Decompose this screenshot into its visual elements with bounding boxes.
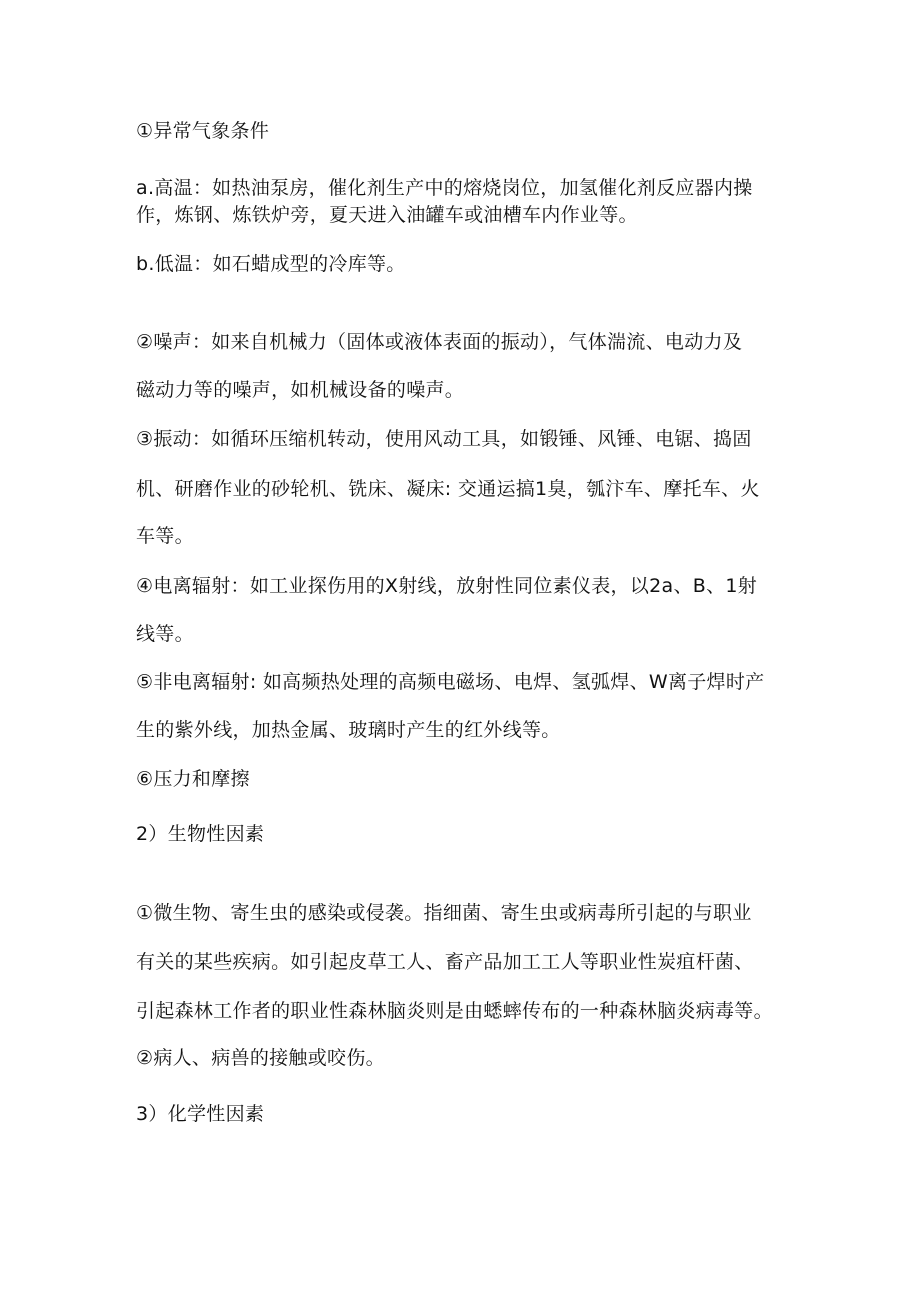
paragraph-microbe-line-3: 引起森林工作者的职业性森林脑炎则是由蟋蟀传布的一种森林脑炎病毒等。 [136, 1000, 773, 1022]
heading-biological-factors: 2）生物性因素 [136, 823, 265, 845]
heading-chemical-factors: 3）化学性因素 [136, 1103, 265, 1125]
paragraph-low-temp: b.低温：如石蜡成型的冷库等。 [136, 253, 406, 275]
paragraph-vibration-line-1: ③振动：如循环压缩机转动，使用风动工具，如锻锤、风锤、电锯、捣固 [136, 428, 752, 450]
paragraph-high-temp-line-2: 作，炼钢、炼铁炉旁，夏天进入油罐车或油槽车内作业等。 [136, 204, 638, 226]
paragraph-microbe-line-1: ①微生物、寄生虫的感染或侵袭。指细菌、寄生虫或病毒所引起的与职业 [136, 902, 752, 924]
paragraph-bite: ②病人、病兽的接触或咬伤。 [136, 1047, 385, 1069]
paragraph-nonionizing-line-2: 生的紫外线，加热金属、玻璃时产生的红外线等。 [136, 719, 561, 741]
paragraph-high-temp-line-1: a.高温：如热油泵房，催化剂生产中的熔烧岗位，加氢催化剂反应器内操 [136, 177, 753, 199]
heading-abnormal-weather: ①异常气象条件 [136, 120, 270, 142]
paragraph-microbe-line-2: 有关的某些疾病。如引起皮草工人、畜产品加工工人等职业性炭疽杆菌、 [136, 951, 754, 973]
paragraph-noise-line-2: 磁动力等的噪声，如机械设备的噪声。 [136, 379, 465, 401]
paragraph-noise-line-1: ②噪声：如来自机械力（固体或液体表面的振动），气体湍流、电动力及 [136, 331, 743, 353]
paragraph-ionizing-line-2: 线等。 [136, 623, 194, 645]
paragraph-vibration-line-2: 机、研磨作业的砂轮机、铣床、凝床: 交通运搞1臭，瓠汴车、摩托车、火 [136, 478, 760, 500]
paragraph-vibration-line-3: 车等。 [136, 525, 194, 547]
paragraph-nonionizing-line-1: ⑤非电离辐射: 如高频热处理的高频电磁场、电焊、氢弧焊、W离子焊时产 [136, 671, 765, 693]
paragraph-ionizing-line-1: ④电离辐射：如工业探伤用的X射线，放射性同位素仪表，以2a、B、1射 [136, 575, 758, 597]
paragraph-pressure-friction: ⑥压力和摩擦 [136, 768, 250, 790]
